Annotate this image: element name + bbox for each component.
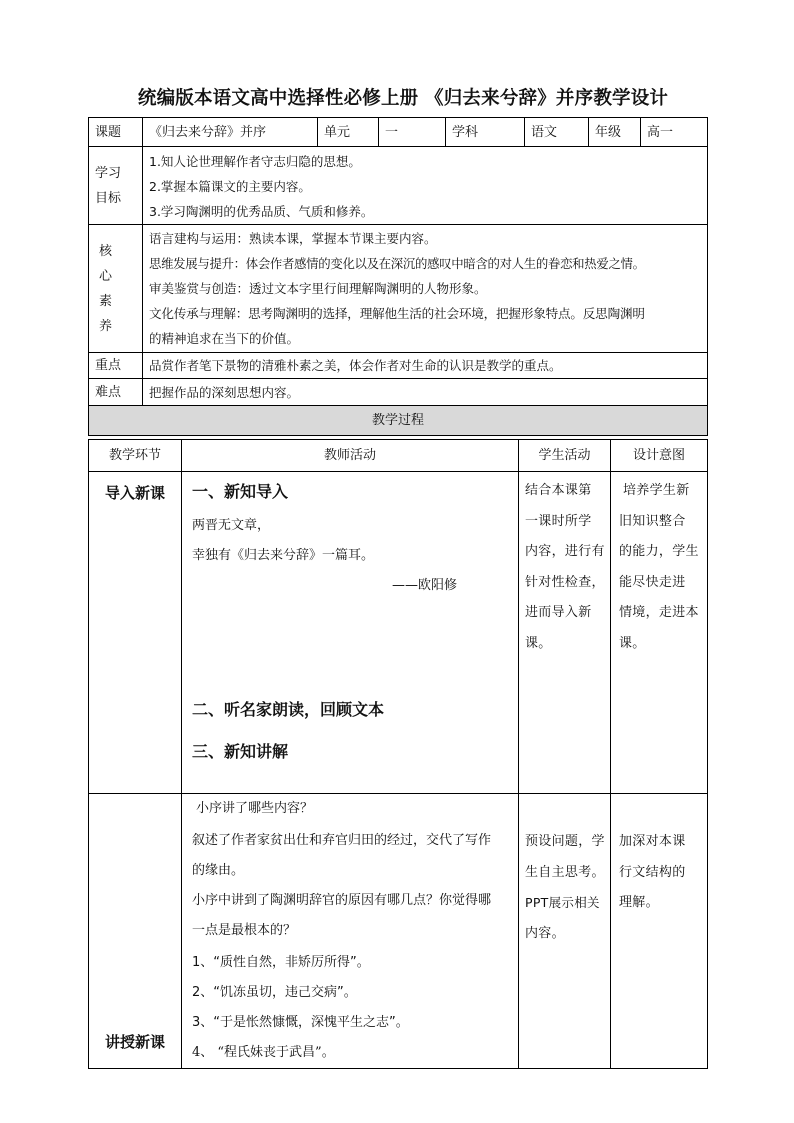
literacy-item: 的精神追求在当下的价值。	[149, 331, 300, 346]
reason-item: 4、 “程氏妹丧于武昌”。	[192, 1045, 335, 1060]
reason-item: 1、“质性自然，非矫厉所得”。	[192, 955, 370, 970]
intent-line: 课。	[619, 635, 646, 651]
lecture-intent-cell	[611, 794, 708, 1069]
literacy-item: 文化传承与理解：思考陶渊明的选择，理解他生活的社会环境，把握形象特点。反思陶渊明	[149, 306, 645, 321]
intro-heading: 一、新知导入	[192, 482, 289, 501]
difficulty-text: 把握作品的深刻思想内容。	[143, 379, 708, 406]
topic-label: 课题	[89, 118, 143, 147]
key-point-label: 重点	[89, 353, 143, 379]
answer-1-line-1: 叙述了作者家贫出仕和弃官归田的经过，交代了写作	[192, 833, 492, 848]
student-line: 针对性检查，	[525, 574, 605, 590]
intro-student-cell	[519, 472, 611, 794]
lecture-stage	[89, 794, 182, 1069]
goals-label-line2: 目标	[95, 190, 122, 206]
goals-label-line1: 学习	[95, 165, 122, 181]
answer-1-line-2: 的缘由。	[192, 863, 245, 878]
literacy-label-char: 养	[99, 318, 113, 334]
student-line: 内容，进行有	[525, 544, 605, 559]
reason-item: 2、“饥冻虽切，违己交病”。	[192, 985, 357, 1000]
student-line: 结合本课第	[525, 483, 592, 498]
lecture-teacher-cell	[182, 794, 519, 1069]
question-2-line-2: 一点是最根本的？	[192, 923, 297, 938]
student-line: 生自主思考。	[525, 864, 605, 880]
goals-list	[143, 147, 708, 225]
student-line: 课。	[525, 635, 552, 651]
student-line: PPT展示相关	[525, 895, 600, 910]
student-line: 一课时所学	[525, 513, 592, 529]
col-stage-header: 教学环节	[89, 440, 182, 472]
quote-line-2: 幸独有《归去来兮辞》一篇耳。	[192, 548, 375, 563]
unit-value: 一	[379, 118, 446, 147]
reason-item: 3、“于是怅然慷慨，深愧平生之志”。	[192, 1015, 409, 1030]
intent-line: 的能力，学生	[619, 544, 699, 559]
intent-line: 加深对本课	[619, 834, 686, 849]
question-1: 小序讲了哪些内容？	[196, 801, 314, 816]
intent-line: 能尽快走进	[619, 574, 686, 590]
intent-line: 行文结构的	[619, 864, 686, 880]
intro-intent-cell	[611, 472, 708, 794]
intro-stage	[89, 472, 182, 794]
subject-label: 学科	[446, 118, 525, 147]
intro-stage-label: 导入新课	[104, 484, 165, 502]
literacy-list	[143, 225, 708, 353]
lesson-info-table	[88, 117, 708, 436]
intro-teacher-cell	[182, 472, 519, 794]
question-2-line-1: 小序中讲到了陶渊明辞官的原因有哪几点？你觉得哪	[192, 893, 492, 908]
literacy-label-char: 核	[99, 243, 113, 259]
literacy-item: 语言建构与运用：熟读本课，掌握本节课主要内容。	[149, 231, 437, 246]
quote-author: ——欧阳修	[392, 578, 458, 593]
literacy-label-char: 心	[99, 268, 113, 284]
student-line: 内容。	[525, 925, 565, 941]
key-point-text: 品赏作者笔下景物的清雅朴素之美，体会作者对生命的认识是教学的重点。	[143, 353, 708, 379]
page-title: 统编版本语文高中选择性必修上册 《归去来兮辞》并序教学设计	[137, 88, 669, 109]
grade-value: 高一	[641, 118, 708, 147]
goal-item: 3.学习陶渊明的优秀品质、气质和修养。	[149, 204, 374, 219]
subject-value: 语文	[525, 118, 589, 147]
literacy-label	[89, 225, 143, 353]
goals-label	[89, 147, 143, 225]
col-teacher-header: 教师活动	[182, 440, 519, 472]
student-line: 预设问题，学	[525, 834, 605, 849]
quote-line-1: 两晋无文章，	[192, 518, 271, 533]
literacy-item: 审美鉴赏与创造：透过文本字里行间理解陶渊明的人物形象。	[149, 281, 487, 296]
grade-label: 年级	[589, 118, 641, 147]
student-line: 进而导入新	[525, 605, 592, 620]
topic-value: 《归去来兮辞》并序	[143, 118, 318, 147]
intent-line: 培养学生新	[623, 483, 690, 498]
intent-line: 理解。	[619, 895, 659, 910]
lecture-student-cell	[519, 794, 611, 1069]
intent-line: 旧知识整合	[619, 513, 686, 529]
process-header: 教学过程	[89, 406, 708, 436]
literacy-label-char: 素	[99, 293, 113, 309]
difficulty-label: 难点	[89, 379, 143, 406]
unit-label: 单元	[318, 118, 379, 147]
intent-line: 情境，走进本	[619, 605, 699, 620]
col-student-header: 学生活动	[519, 440, 611, 472]
goal-item: 2.掌握本篇课文的主要内容。	[149, 179, 311, 194]
teaching-process-table	[88, 439, 708, 1069]
section-three-heading: 三、新知讲解	[192, 742, 289, 761]
section-two-heading: 二、听名家朗读，回顾文本	[192, 700, 385, 719]
literacy-item: 思维发展与提升：体会作者感情的变化以及在深沉的感叹中暗含的对人生的眷恋和热爱之情。	[149, 256, 645, 271]
col-intent-header: 设计意图	[611, 440, 708, 472]
lecture-stage-label: 讲授新课	[104, 1033, 165, 1051]
goal-item: 1.知人论世理解作者守志归隐的思想。	[149, 154, 361, 169]
